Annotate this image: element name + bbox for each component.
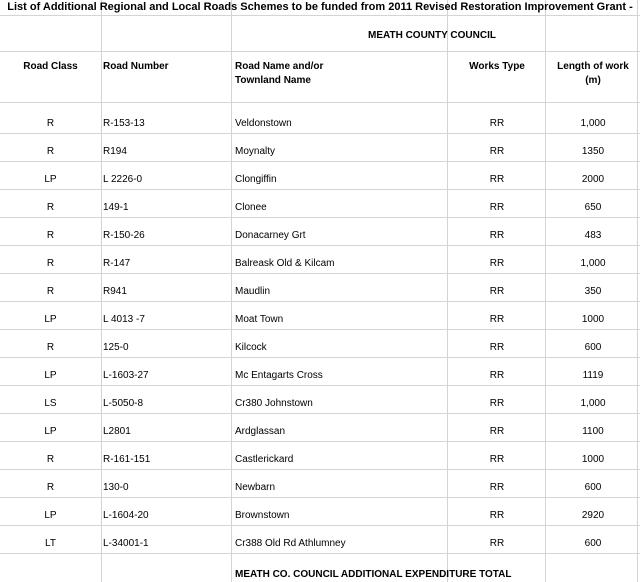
length-cell: 2920 [581, 510, 605, 521]
road-number-cell: 149-1 [103, 202, 129, 213]
road-number-cell: L-1603-27 [103, 370, 149, 381]
road-name-cell: Castlerickard [235, 454, 294, 465]
road-number-cell: L-5050-8 [103, 398, 144, 409]
works-type-cell: RR [489, 314, 505, 325]
gridline [0, 217, 640, 218]
road-number-cell: R-153-13 [103, 118, 145, 129]
total-label: MEATH CO. COUNCIL ADDITIONAL EXPENDITURE TOTAL [235, 569, 512, 580]
works-type-cell: RR [489, 146, 505, 157]
road-name-cell: Veldonstown [235, 118, 292, 129]
road-number-cell: R-161-151 [103, 454, 151, 465]
road-name-cell: Ardglassan [235, 426, 286, 437]
road-number-cell: L2801 [103, 426, 131, 437]
road-class-cell: R [46, 342, 55, 353]
road-number-cell: R-150-26 [103, 230, 145, 241]
gridline [0, 329, 640, 330]
header-works-type: Works Type [469, 61, 525, 72]
road-number-cell: 125-0 [103, 342, 129, 353]
works-type-cell: RR [489, 230, 505, 241]
road-name-cell: Clongiffin [235, 174, 277, 185]
length-cell: 1,000 [580, 118, 606, 129]
road-class-cell: LP [44, 510, 57, 521]
road-class-cell: LS [44, 398, 57, 409]
gridline [447, 0, 448, 582]
gridline [0, 245, 640, 246]
gridline [0, 441, 640, 442]
length-cell: 483 [584, 230, 602, 241]
header-length-line2: (m) [585, 75, 601, 86]
gridline [0, 301, 640, 302]
road-class-cell: R [46, 482, 55, 493]
road-class-cell: R [46, 230, 55, 241]
works-type-cell: RR [489, 286, 505, 297]
works-type-cell: RR [489, 510, 505, 521]
works-type-cell: RR [489, 538, 505, 549]
works-type-cell: RR [489, 342, 505, 353]
length-cell: 600 [584, 482, 602, 493]
gridline [0, 469, 640, 470]
gridline [0, 525, 640, 526]
works-type-cell: RR [489, 398, 505, 409]
road-name-cell: Moat Town [235, 314, 284, 325]
road-name-cell: Mc Entagarts Cross [235, 370, 323, 381]
gridline [101, 0, 102, 582]
length-cell: 1100 [582, 426, 604, 437]
road-name-cell: Clonee [235, 202, 267, 213]
road-number-cell: L-1604-20 [103, 510, 149, 521]
gridline [0, 497, 640, 498]
gridline [0, 385, 640, 386]
works-type-cell: RR [489, 454, 505, 465]
road-name-cell: Donacarney Grt [235, 230, 306, 241]
road-class-cell: R [46, 258, 55, 269]
gridline [231, 0, 232, 582]
length-cell: 1000 [581, 314, 605, 325]
gridline [0, 273, 640, 274]
gridline [0, 357, 640, 358]
works-type-cell: RR [489, 482, 505, 493]
road-name-cell: Cr388 Old Rd Athlumney [235, 538, 346, 549]
gridline [0, 553, 640, 554]
gridline [0, 161, 640, 162]
length-cell: 1000 [581, 454, 605, 465]
length-cell: 1,000 [580, 258, 606, 269]
header-road-number: Road Number [103, 61, 169, 72]
road-class-cell: LP [44, 370, 57, 381]
sheet-title: List of Additional Regional and Local Roads Schemes to be funded from 2011 Revised Restoration Improvement Grant - [7, 1, 633, 13]
road-class-cell: LP [44, 174, 57, 185]
road-class-cell: R [46, 454, 55, 465]
road-name-cell: Kilcock [235, 342, 267, 353]
works-type-cell: RR [489, 426, 505, 437]
gridline [0, 413, 640, 414]
road-number-cell: L 4013 -7 [103, 314, 145, 325]
length-cell: 1119 [582, 370, 604, 381]
road-number-cell: L 2226-0 [103, 174, 143, 185]
gridline [0, 15, 640, 16]
works-type-cell: RR [489, 258, 505, 269]
road-number-cell: R194 [103, 146, 127, 157]
gridline [0, 51, 640, 52]
gridline [0, 133, 640, 134]
length-cell: 600 [584, 538, 602, 549]
council-name: MEATH COUNTY COUNCIL [368, 30, 496, 41]
length-cell: 1350 [581, 146, 605, 157]
road-name-cell: Moynalty [235, 146, 276, 157]
road-class-cell: LT [45, 538, 56, 549]
road-name-cell: Brownstown [235, 510, 290, 521]
header-road-name-line2: Townland Name [235, 75, 311, 86]
length-cell: 2000 [581, 174, 605, 185]
road-number-cell: R941 [103, 286, 127, 297]
header-length-line1: Length of work [557, 61, 629, 72]
length-cell: 350 [584, 286, 602, 297]
road-name-cell: Newbarn [235, 482, 276, 493]
road-number-cell: L-34001-1 [103, 538, 149, 549]
works-type-cell: RR [489, 202, 505, 213]
road-name-cell: Cr380 Johnstown [235, 398, 313, 409]
works-type-cell: RR [489, 118, 505, 129]
road-class-cell: LP [44, 314, 57, 325]
length-cell: 600 [584, 342, 602, 353]
works-type-cell: RR [489, 370, 505, 381]
road-class-cell: LP [44, 426, 57, 437]
road-number-cell: R-147 [103, 258, 131, 269]
road-name-cell: Balreask Old & Kilcam [235, 258, 335, 269]
works-type-cell: RR [489, 174, 505, 185]
road-class-cell: R [46, 118, 55, 129]
gridline [0, 102, 640, 103]
road-class-cell: R [46, 202, 55, 213]
road-class-cell: R [46, 286, 55, 297]
gridline [0, 189, 640, 190]
road-name-cell: Maudlin [235, 286, 271, 297]
length-cell: 1,000 [580, 398, 606, 409]
header-road-class: Road Class [23, 61, 78, 72]
road-number-cell: 130-0 [103, 482, 129, 493]
length-cell: 650 [584, 202, 602, 213]
road-class-cell: R [46, 146, 55, 157]
header-road-name-line1: Road Name and/or [235, 61, 324, 72]
